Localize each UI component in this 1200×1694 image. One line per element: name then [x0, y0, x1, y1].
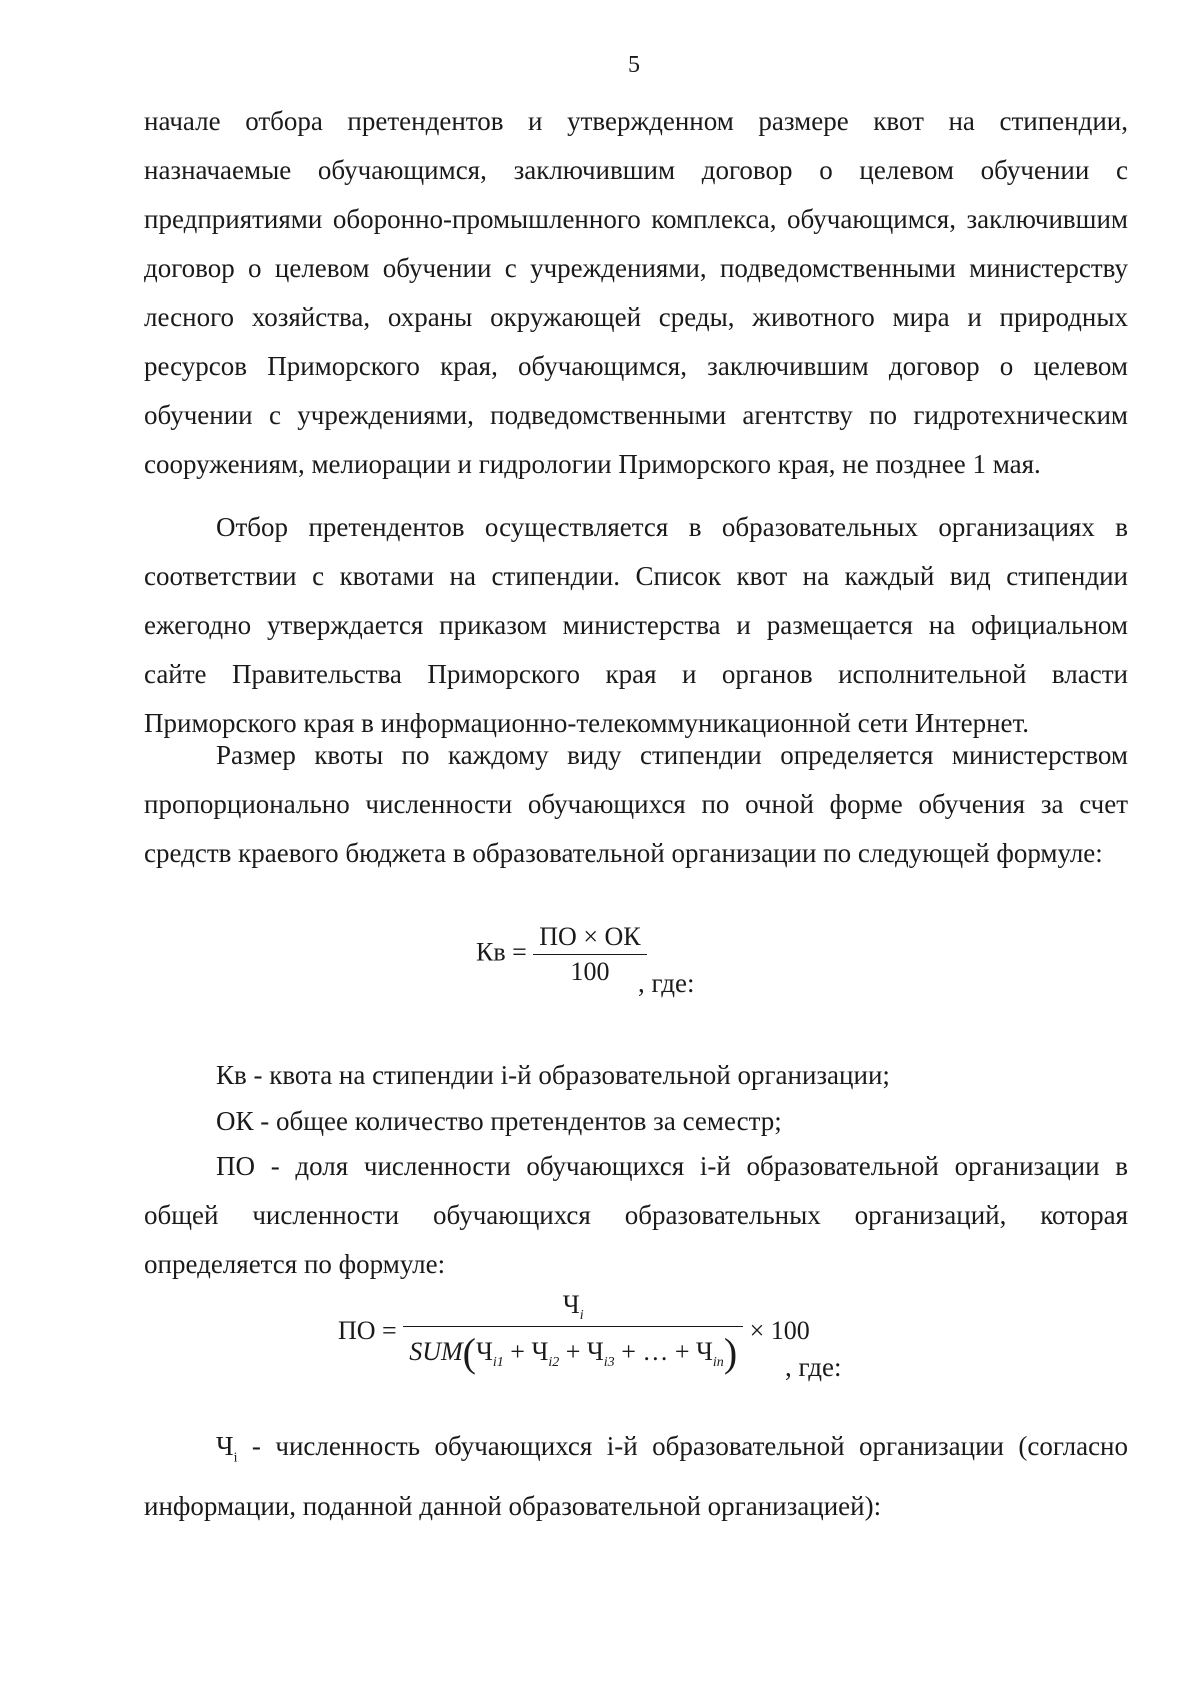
open-paren: ( [462, 1330, 476, 1376]
den-term-1: Ч [475, 1337, 493, 1367]
chi-label: Ч [216, 1431, 234, 1461]
formula-quota-denominator: 100 [533, 954, 646, 987]
formula-share-fraction [403, 1290, 743, 1376]
formula-share-lhs: ПО = [338, 1316, 397, 1346]
definition-kv: Кв - квота на стипендии i-й образовательной организации; [216, 1060, 890, 1090]
formula-share-multiplier: × 100 [749, 1316, 810, 1346]
sum-operator: SUM [409, 1337, 463, 1367]
chi-sub: i [233, 1450, 238, 1466]
den-term-3: + Ч [565, 1337, 604, 1367]
den-term-2: + Ч [510, 1337, 549, 1367]
formula-quota-suffix: , где: [638, 968, 695, 998]
den-sub-4: in [712, 1355, 724, 1371]
formula-share-suffix: , где: [785, 1352, 842, 1382]
den-sub-3: i3 [603, 1355, 615, 1371]
formula-quota [476, 922, 647, 987]
den-sub-2: i2 [548, 1355, 560, 1371]
paragraph-quota-size: Размер квоты по каждому виду стипендии определяется министерством пропорционально численности обучающихся по очной форме обучения за счет средств краевого бюджета в образовательной организации по следующей формуле: [144, 740, 1128, 868]
close-paren: ) [723, 1330, 738, 1376]
page-number: 5 [628, 52, 640, 78]
paragraph-po-definition: ПО - доля численности обучающихся i-й образовательной организации в общей численности обучающихся образовательных организаций, которая определяется по формуле: [144, 1151, 1128, 1279]
formula-quota-numerator: ПО × ОК [539, 922, 641, 951]
chi-description: - численность обучающихся i-й образовательной организации (согласно информации, поданной данной образовательной организацией): [144, 1431, 1128, 1522]
den-sub-1: i1 [492, 1355, 504, 1371]
formula-share [338, 1290, 810, 1376]
formula-share-denominator [403, 1326, 743, 1376]
formula-share-numerator [403, 1290, 743, 1326]
numerator-sub: i [579, 1308, 584, 1324]
numerator-base: Ч [562, 1290, 580, 1319]
formula-quota-fraction [533, 922, 646, 987]
formula-quota-lhs: Кв = [476, 937, 527, 967]
den-term-4: + … + Ч [621, 1337, 713, 1367]
paragraph-chi-definition [144, 1422, 1128, 1531]
paragraph-quota-announcement: начале отбора претендентов и утвержденном размере квот на стипендии, назначаемые обучающимся, заключившим договор о целевом обучении с предприятиями оборонно-промышленного комплекса, обучающимся, заключившим договор о целевом обучении с учреждениями, подведомственными министерству лесного хозяйства, охраны окружающей среды, животного мира и природных ресурсов Приморского края, обучающимся, заключившим договор о целевом обучении с учреждениями, подведомственными агентству по гидротехническим сооружениям, мелиорации и гидрологии Приморского края, не позднее 1 мая. [144, 106, 1128, 479]
paragraph-candidate-selection: Отбор претендентов осуществляется в образовательных организациях в соответствии с квотами на стипендии. Список квот на каждый вид стипендии ежегодно утверждается приказом министерства и размещается на официальном сайте Правительства Приморского края и органов исполнительной власти Приморского края в информационно-телекоммуникационной сети Интернет. [144, 512, 1128, 738]
definition-ok: ОК - общее количество претендентов за семестр; [216, 1106, 782, 1136]
